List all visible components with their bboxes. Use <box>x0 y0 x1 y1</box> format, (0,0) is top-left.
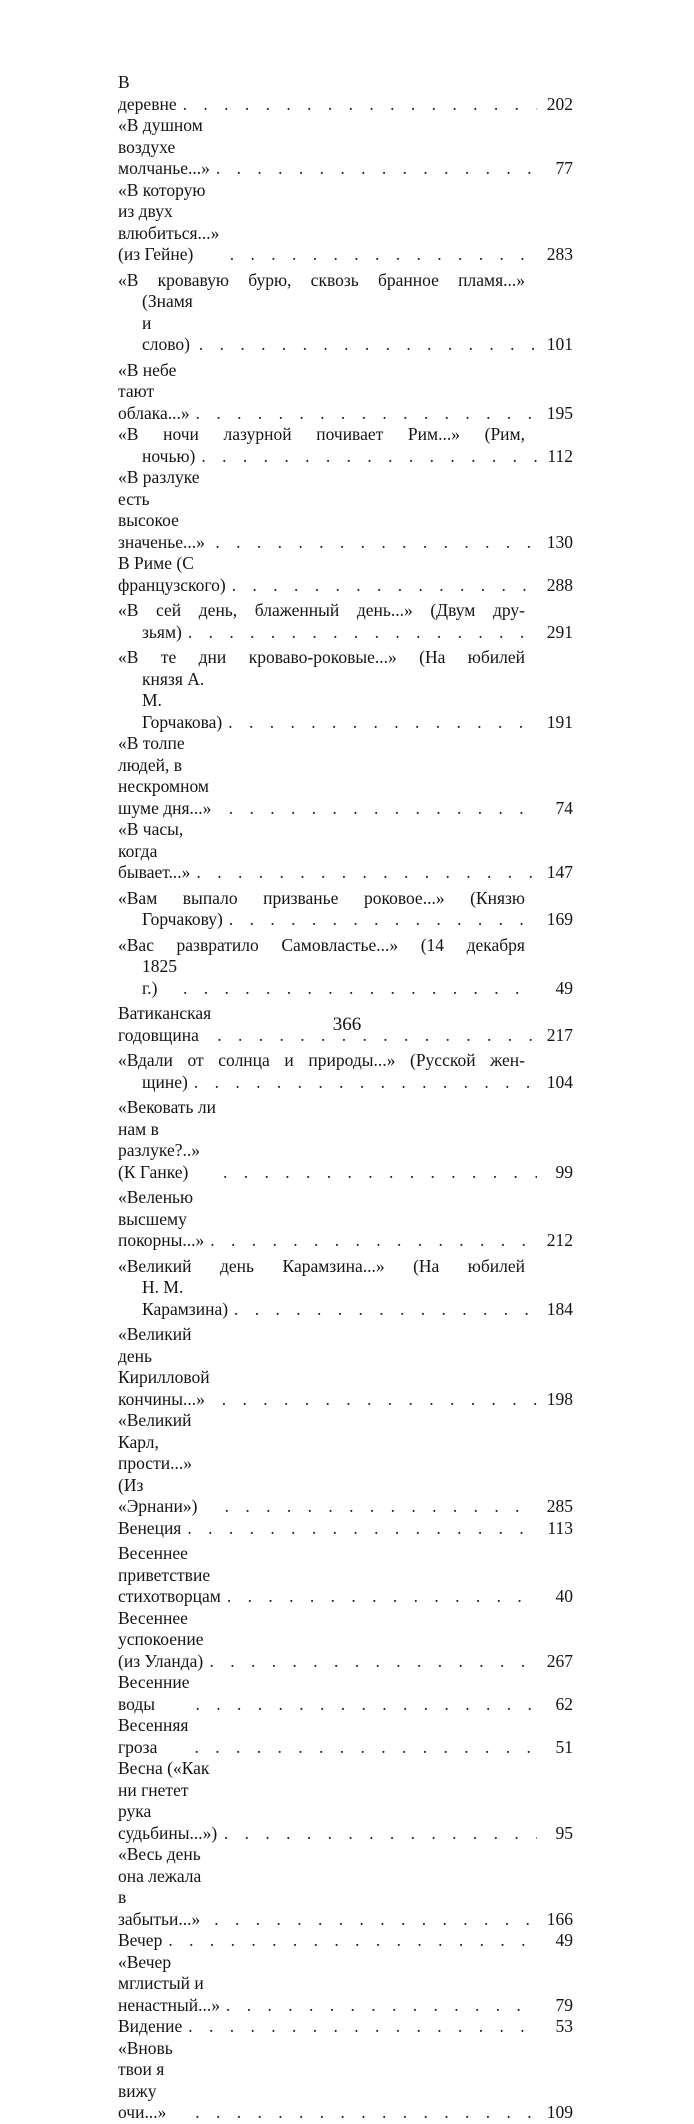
toc-entry-title: Весенняя гроза <box>118 1715 189 1757</box>
toc-entry <box>118 733 573 819</box>
dot-leader <box>195 2102 537 2124</box>
dot-leader <box>214 1909 537 1931</box>
toc-entry-title: «В небе тают облака...» <box>118 359 190 423</box>
dot-leader <box>194 1737 537 1759</box>
toc-entry-page: 109 <box>546 2102 573 2122</box>
toc-entry <box>118 424 573 467</box>
toc-entry <box>118 2016 573 2038</box>
dot-leader <box>196 1694 538 1716</box>
dot-leader <box>229 909 537 931</box>
toc-entry <box>118 600 573 643</box>
toc-entry-title-line2: (Знамя и слово) <box>142 291 193 354</box>
toc-entry <box>118 115 573 180</box>
toc-entry-title-line1: «Вдали от солнца и природы...» (Русской жен- <box>118 1050 525 1070</box>
toc-entry-page: 113 <box>547 1517 573 1538</box>
toc-entry-title: «В душном воздухе молчанье...» <box>118 115 210 178</box>
toc-entry-title: Весенние воды <box>118 1672 190 1714</box>
toc-entry-title: «Вековать ли нам в разлуке?..» (К Ганке) <box>118 1097 217 1182</box>
toc-entry-page: 195 <box>546 402 573 423</box>
dot-leader <box>209 1651 537 1673</box>
toc-entry <box>118 1518 573 1540</box>
dot-leader <box>227 1586 537 1608</box>
dot-leader <box>188 622 537 644</box>
toc-entry <box>118 1324 573 1410</box>
toc-entry-title-line1: «В те дни кроваво-роковые...» (На юбилей <box>118 647 525 667</box>
toc-entry <box>118 819 573 884</box>
toc-entry-page: 49 <box>555 977 573 998</box>
dot-leader <box>196 403 537 425</box>
dot-leader <box>183 94 537 116</box>
toc-entry-page: 79 <box>555 1994 573 2015</box>
toc-entry-page: 191 <box>546 711 573 732</box>
toc-entry-page: 62 <box>555 1693 573 1714</box>
toc-entry <box>118 935 573 1000</box>
toc-entry-title: «Весь день она лежала в забытьи...» <box>118 1844 202 1929</box>
toc-entry <box>118 1844 573 1930</box>
toc-entry-page: 101 <box>546 334 573 354</box>
toc-entry-title-line2: князя А. М. Горчакова) <box>142 668 223 732</box>
toc-entry-page: 291 <box>546 621 573 642</box>
toc-entry-title-line2: зьям) <box>142 621 182 642</box>
toc-entry-title: «Вновь твои я вижу очи...» <box>118 2037 173 2122</box>
toc-entry <box>118 1256 573 1321</box>
toc-entry-title-line1: «В сей день, блаженный день...» (Двум дру- <box>118 600 525 620</box>
toc-entry-page: 267 <box>546 1650 573 1671</box>
toc-entry-page: 166 <box>546 1908 573 1929</box>
toc-entry-title: Ватиканская годовщина <box>118 1003 212 1045</box>
toc-entry <box>118 1097 573 1183</box>
toc-entry-title-line1: «Великий день Карамзина...» (На юбилей <box>118 1255 525 1276</box>
toc-entry-title: «Великий Карл, прости...» (Из «Эрнани») <box>118 1410 198 1516</box>
dot-leader <box>223 1162 537 1184</box>
toc-entry-title-line1: «Вас развратило Самовластье...» (14 декабря <box>118 934 525 955</box>
toc-entry <box>118 270 573 356</box>
toc-entry-page: 77 <box>555 158 573 178</box>
dot-leader <box>196 862 537 884</box>
dot-leader <box>226 1995 537 2017</box>
toc-entry <box>118 1410 573 1518</box>
toc-entry <box>118 1050 573 1093</box>
toc-entry-title-line2: ночью) <box>142 445 196 466</box>
toc-entry-title: «В часы, когда бывает...» <box>118 819 191 882</box>
toc-entry-title-line1: «В ночи лазурной почивает Рим...» (Рим, <box>118 424 525 444</box>
dot-leader <box>224 1823 537 1845</box>
dot-leader <box>230 244 537 266</box>
toc-entry-page: 130 <box>546 531 573 552</box>
toc-entry-title: «Вечер мглистый и ненастный...» <box>118 1951 221 2015</box>
dot-leader <box>194 1072 537 1094</box>
toc-entry <box>118 1930 573 1952</box>
toc-entry-title: «Веленью высшему покорны...» <box>118 1187 205 1250</box>
toc-entry <box>118 1608 573 1673</box>
toc-entry-page: 99 <box>555 1161 573 1182</box>
toc-entry-page: 283 <box>546 244 573 264</box>
dot-leader <box>199 334 537 356</box>
toc-entry-page: 74 <box>555 797 573 818</box>
toc-entry-title: В Риме (С французского) <box>118 553 226 595</box>
toc-entry-page: 104 <box>546 1071 573 1092</box>
toc-entry <box>118 888 573 931</box>
toc-entry-page: 147 <box>546 862 573 882</box>
toc-entry-page: 217 <box>546 1024 573 1045</box>
dot-leader <box>222 1389 537 1411</box>
toc-entry <box>118 180 573 266</box>
toc-entry-title: Весеннее приветствие стихотворцам <box>118 1543 221 1606</box>
dot-leader <box>228 712 537 734</box>
toc-entry <box>118 467 573 553</box>
toc-entry <box>118 647 573 733</box>
toc-entry <box>118 360 573 425</box>
toc-entry-page: 40 <box>555 1586 573 1606</box>
dot-leader <box>225 1496 537 1518</box>
toc-entry-title-line2: Н. М. Карамзина) <box>142 1277 229 1319</box>
toc-entry-title-line1: «В кровавую бурю, сквозь бранное пламя...» <box>118 269 525 290</box>
dot-leader <box>187 1518 537 1540</box>
toc-entry-page: 288 <box>546 574 573 595</box>
toc-entry <box>118 72 573 115</box>
toc-entry-title: Венеция <box>118 1517 182 1538</box>
toc-entry-title: Вечер <box>118 1930 163 1950</box>
toc-entry <box>118 1758 573 1844</box>
toc-entry-page: 198 <box>546 1388 573 1409</box>
dot-leader <box>229 798 537 820</box>
toc-entry <box>118 1672 573 1715</box>
toc-entry <box>118 1715 573 1758</box>
toc-entry <box>118 2038 573 2124</box>
toc-entry-title: Видение <box>118 2016 183 2036</box>
dot-leader <box>216 158 537 180</box>
toc-entry <box>118 1952 573 2017</box>
toc-entry-title: «В разлуке есть высокое значенье...» <box>118 467 205 552</box>
toc-entry-page: 169 <box>546 909 573 929</box>
dot-leader <box>232 575 537 597</box>
toc-entry-title: «Великий день Кирилловой кончины...» <box>118 1324 210 1409</box>
toc-entry-title: Весеннее успокоение (из Уланда) <box>118 1607 204 1671</box>
toc-entry <box>118 1187 573 1252</box>
toc-entry-title: Весна («Как ни гнетет рука судьбины...») <box>118 1758 218 1843</box>
toc-entry-page: 184 <box>546 1298 573 1319</box>
toc-entry-page: 212 <box>546 1230 573 1250</box>
toc-entry-title-line2: щине) <box>142 1071 188 1092</box>
table-of-contents <box>118 72 573 2124</box>
toc-entry <box>118 1543 573 1608</box>
dot-leader <box>215 532 537 554</box>
dot-leader <box>201 446 537 468</box>
toc-entry-page: 202 <box>546 93 573 114</box>
toc-entry-page: 95 <box>555 1822 573 1843</box>
toc-entry-title-line1: «Вам выпало призванье роковое...» (Князю <box>118 887 525 908</box>
toc-entry-title-line2: Горчакову) <box>142 909 223 929</box>
dot-leader <box>168 1930 537 1952</box>
toc-entry-title-line2: 1825 г.) <box>142 956 177 998</box>
toc-entry-page: 51 <box>555 1736 573 1757</box>
toc-entry-page: 49 <box>555 1930 573 1950</box>
page-number: 366 <box>332 1014 362 1035</box>
toc-entry-title: «В которую из двух влюбиться...» (из Гейне) <box>118 179 220 264</box>
dot-leader <box>234 1299 537 1321</box>
toc-entry-title: «В толпе людей, в нескромном шуме дня...» <box>118 733 212 818</box>
toc-entry-page: 285 <box>546 1496 573 1516</box>
toc-entry-title: В деревне <box>118 72 177 114</box>
dot-leader <box>188 2016 537 2038</box>
toc-entry <box>118 553 573 596</box>
dot-leader <box>183 978 537 1000</box>
toc-entry-page: 53 <box>555 2016 573 2036</box>
toc-entry-page: 112 <box>547 445 573 466</box>
dot-leader <box>210 1230 537 1252</box>
